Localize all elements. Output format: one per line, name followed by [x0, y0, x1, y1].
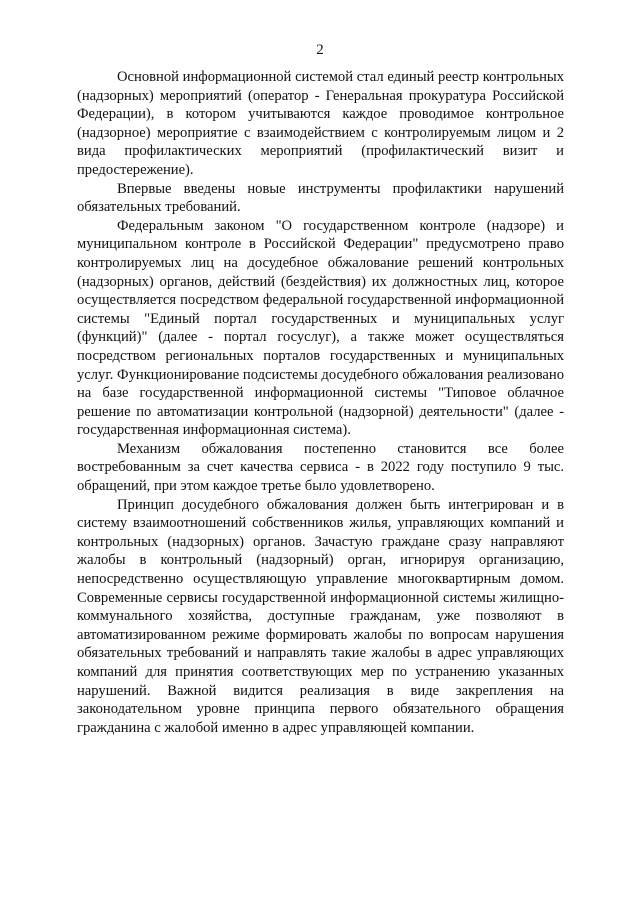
paragraph-appeal-mechanism: Механизм обжалования постепенно становится все более востребованным за счет качества сервиса - в 2022 году поступило 9 тыс. обращений, при этом каждое третье было удовлетворено.	[77, 440, 564, 495]
paragraph-pretrial-principle: Принцип досудебного обжалования должен быть интегрирован и в систему взаимоотношений собственников жилья, управляющих компаний и контрольных (надзорных) органов. Зачастую граждане сразу направляют жалобы в контрольный (надзорный) орган, игнорируя организацию, непосредственно осуществляющую управление многоквартирным домом. Современные сервисы государственной информационной системы жилищно-коммунального хозяйства, доступные гражданам, уже позволяют в автоматизированном режиме формировать жалобы по вопросам нарушения обязательных требований и направлять такие жалобы в адрес управляющих компаний для принятия соответствующих мер по устранению указанных нарушений. Важной видится реализация в виде закрепления на законодательном уровне принципа первого обязательного обращения гражданина с жалобой именно в адрес управляющей компании.	[77, 496, 564, 736]
paragraph-new-instruments: Впервые введены новые инструменты профилактики нарушений обязательных требований.	[77, 180, 564, 216]
page-number: 2	[316, 42, 324, 58]
paragraph-registry: Основной информационной системой стал единый реестр контрольных (надзорных) мероприятий (оператор - Генеральная прокуратура Российской Федерации), в котором учитываются каждое проводимое контрольное (надзорное) мероприятие с взаимодействием с контролируемым лицом и 2 вида профилактических мероприятий (профилактический визит и предостережение).	[77, 69, 564, 178]
paragraph-federal-law: Федеральным законом "О государственном контроле (надзоре) и муниципальном контроле в Российской Федерации" предусмотрено право контролируемых лиц на досудебное обжалование решений контрольных (надзорных) органов, действий (бездействия) их должностных лиц, которое осуществляется посредством федеральной государственной информационной системы "Единый портал государственных и муниципальных услуг (функций)" (далее - портал госуслуг), а также может осуществляться посредством региональных порталов государственных и муниципальных услуг. Функционирование подсистемы досудебного обжалования реализовано на базе государственной информационной системы "Типовое облачное решение по автоматизации контрольной (надзорной) деятельности" (далее - государственная информационная система).	[77, 217, 564, 439]
document-body	[77, 68, 564, 737]
